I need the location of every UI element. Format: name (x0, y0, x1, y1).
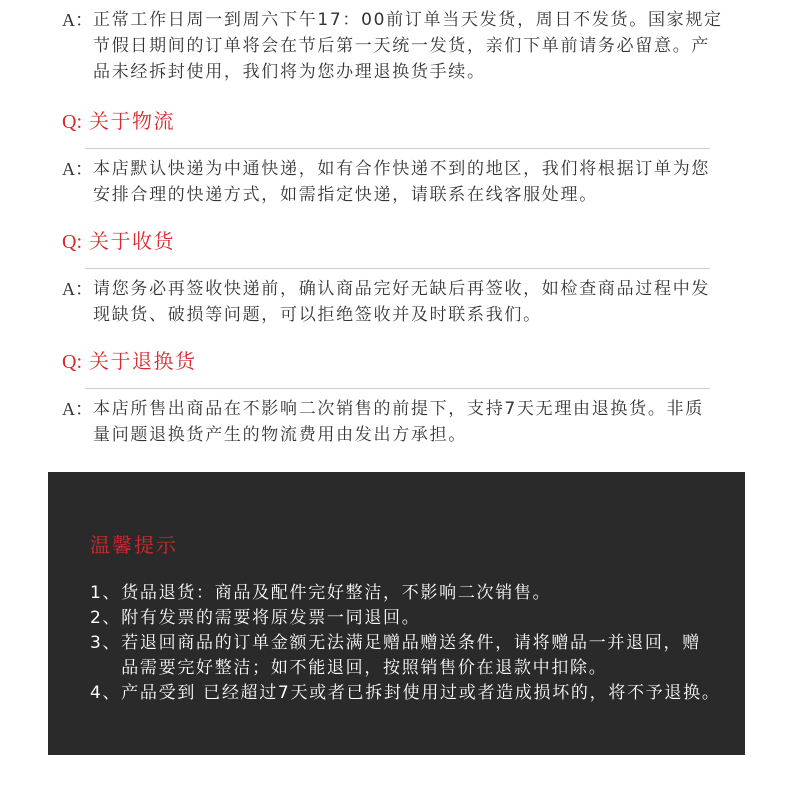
tips-item-text (121, 581, 745, 606)
question-heading (62, 106, 732, 136)
question-heading (62, 226, 732, 256)
divider (85, 388, 710, 389)
question-text: 关于退换货 (89, 349, 197, 373)
tips-item-line: 货品退货：商品及配件完好整洁，不影响二次销售。 (121, 583, 552, 603)
divider (85, 148, 710, 149)
answer-line: 节假日期间的订单将会在节后第一天统一发货，亲们下单前请务必留意。产 (93, 36, 711, 56)
tips-item-number: 4、 (90, 683, 122, 703)
question-prefix: Q: (62, 111, 82, 133)
question-prefix: Q: (62, 231, 82, 253)
tips-item-line: 若退回商品的订单金额无法满足赠品赠送条件，请将赠品一并退回，赠 (121, 633, 701, 653)
tips-item (90, 581, 745, 606)
tips-item-line: 品需要完好整洁；如不能退回，按照销售价在退款中扣除。 (121, 658, 608, 678)
question-text: 关于物流 (89, 109, 175, 133)
answer-text (93, 276, 732, 328)
faq-list (62, 7, 732, 448)
answer-line: 本店默认快递为中通快递，如有合作快递不到的地区，我们将根据订单为您 (93, 159, 711, 179)
qa-section-logistics (62, 106, 732, 208)
answer-line: 现缺货、破损等问题，可以拒绝签收并及时联系我们。 (93, 305, 542, 325)
answer-block (62, 156, 732, 208)
qa-section-receiving (62, 226, 732, 328)
answer-prefix: A： (62, 279, 93, 299)
tips-item (90, 606, 745, 631)
answer-block-shipping (62, 7, 732, 85)
answer-prefix: A： (62, 399, 93, 419)
tips-title: 温馨提示 (90, 533, 178, 557)
answer-prefix: A： (62, 159, 93, 179)
answer-prefix: A： (62, 10, 93, 30)
answer-line: 品未经拆封使用，我们将为您办理退换货手续。 (93, 62, 486, 82)
tips-item-text (121, 606, 745, 631)
question-heading (62, 346, 732, 376)
answer-line: 安排合理的快递方式，如需指定快递，请联系在线客服处理。 (93, 185, 598, 205)
tips-item (90, 681, 745, 706)
qa-section-returns (62, 346, 732, 448)
tips-item-line: 产品受到 已经超过7天或者已拆封使用过或者造成损坏的，将不予退换。 (121, 683, 721, 703)
answer-text (93, 7, 732, 85)
tips-item-number: 1、 (90, 583, 122, 603)
tips-item (90, 631, 745, 681)
answer-text (93, 156, 732, 208)
tips-item-line: 附有发票的需要将原发票一同退回。 (121, 608, 421, 628)
divider (85, 268, 710, 269)
tips-item-text (121, 631, 745, 681)
answer-block (62, 396, 732, 448)
answer-text (93, 396, 732, 448)
answer-block (62, 276, 732, 328)
question-text: 关于收货 (89, 229, 175, 253)
tips-list (90, 581, 745, 706)
answer-line: 正常工作日周一到周六下午17：00前订单当天发货，周日不发货。国家规定 (93, 10, 723, 30)
tips-item-number: 2、 (90, 608, 122, 628)
answer-line: 请您务必再签收快递前，确认商品完好无缺后再签收，如检查商品过程中发 (93, 279, 711, 299)
tips-item-text (121, 681, 745, 706)
answer-line: 量问题退换货产生的物流费用由发出方承担。 (93, 425, 467, 445)
tips-panel (48, 472, 745, 755)
answer-line: 本店所售出商品在不影响二次销售的前提下，支持7天无理由退换货。非质 (93, 399, 704, 419)
tips-item-number: 3、 (90, 633, 122, 653)
question-prefix: Q: (62, 351, 82, 373)
